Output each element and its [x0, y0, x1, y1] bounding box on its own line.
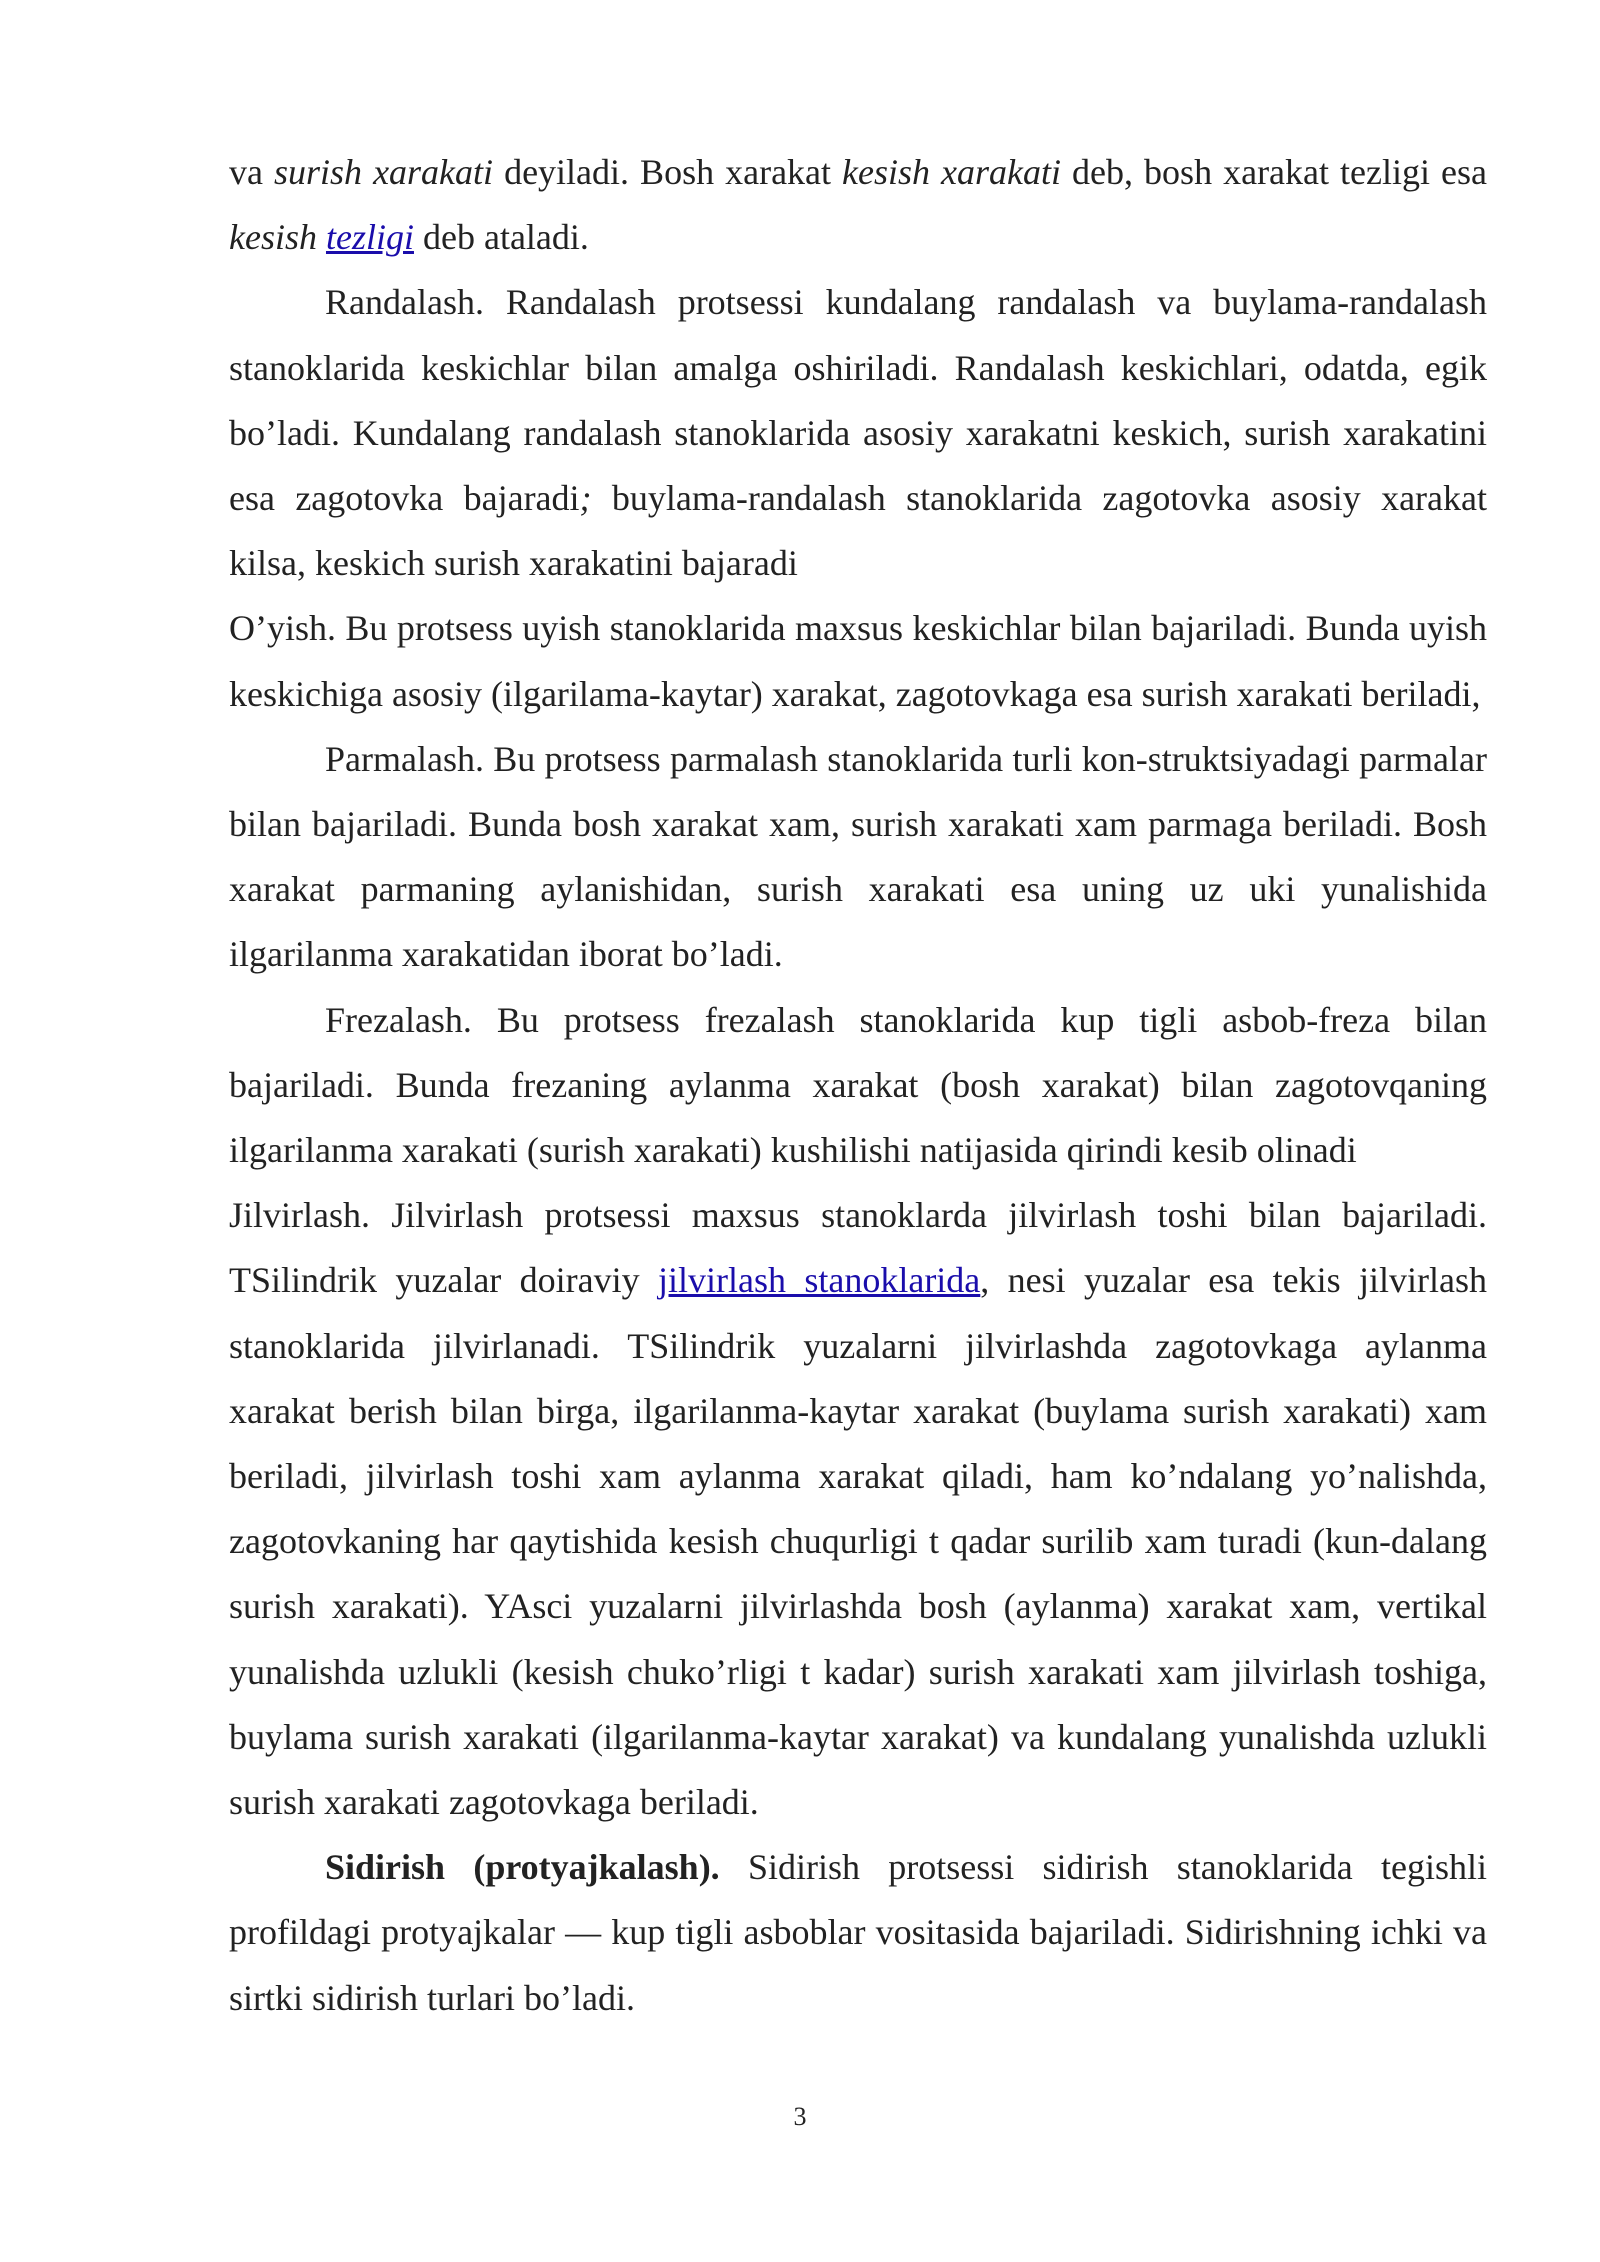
- paragraph-oyish: O’yish. Bu protsess uyish stanoklarida maxsus keskichlar bilan bajariladi. Bunda uyish keskichiga asosiy (ilgarilama-kaytar) xarakat, zagotovkaga esa surish xarakati beriladi,: [229, 608, 1487, 714]
- page-number: 3: [793, 2102, 807, 2131]
- term-feed-motion: surish xarakati: [274, 152, 494, 192]
- paragraph-randalash: Randalash. Randalash protsessi kundalang randalash va buylama-randalash stanoklarida keskichlar bilan amalga oshiriladi. Randalash keskichlari, odatda, egik bo’ladi. Kundalang randalash stanoklarida asosiy xarakatni keskich, surish xarakatini esa zagotovka bajaradi; buylama-randalash stanoklarida zagotovka asosiy xarakat kilsa, keskich surish xarakatini bajaradi: [229, 282, 1487, 584]
- document-body: [229, 140, 1487, 2031]
- paragraph-jilvirlash: Jilvirlash. Jilvirlash protsessi maxsus stanoklarda jilvirlash toshi bilan bajariladi. TSilindrik yuzalar doiraviy jilvirlash stanoklarida, nesi yuzalar esa tekis jilvirlash stanoklarida jilvirlanadi. TSilindrik yuzalarni jilvirlashda zagotovkaga aylanma xarakat berish bilan birga, ilgarilanma-kaytar xarakat (buylama surish xarakati) xam beriladi, jilvirlash toshi xam aylanma xarakat qiladi, ham ko’ndalang yo’nalishda, zagotovkaning har qaytishida kesish chuqurligi t qadar surilib xam turadi (kun-dalang surish xarakati). YAsci yuzalarni jilvirlashda bosh (aylanma) xarakat xam, vertikal yunalishda uzlukli (kesish chuko’rligi t kadar) surish xarakati xam jilvirlash toshiga, buylama surish xarakati (ilgarilanma-kaytar xarakat) va kundalang yunalishda uzlukli surish xarakati zagotovkaga beriladi.: [229, 1195, 1487, 1823]
- term-cutting: kesish: [229, 217, 317, 258]
- heading-sidirish: Sidirish (protyajkalash).: [325, 1847, 720, 1888]
- paragraph-cutting-motion: va surish xarakati deyiladi. Bosh xarakat kesish xarakati deb, bosh xarakat tezligi esa kesish tezligi deb ataladi.: [229, 152, 1487, 258]
- term-cutting-motion: kesish xarakati: [842, 152, 1062, 192]
- paragraph-parmalash: Parmalash. Bu protsess parmalash stanoklarida turli kon-struktsiyadagi parmalar bilan bajariladi. Bunda bosh xarakat xam, surish xarakati xam parmaga beriladi. Bosh xarakat parmaning aylanishidan, surish xarakati esa uning uz uki yunalishida ilgarilanma xarakatidan iborat bo’ladi.: [229, 738, 1487, 975]
- link-jilvirlash-stanoklarida[interactable]: jilvirlash stanoklarida: [658, 1260, 981, 1301]
- paragraph-frezalash: Frezalash. Bu protsess frezalash stanoklarida kup tigli asbob-freza bilan bajariladi. Bunda frezaning aylanma xarakat (bosh xarakat) bilan zagotovqaning ilgarilanma xarakati (surish xarakati) kushilishi natijasida qirindi kesib olinadi: [229, 999, 1487, 1171]
- paragraph-sidirish: Sidirish (protyajkalash). Sidirish protsessi sidirish stanoklarida tegishli profildagi protyajkalar — kup tigli asboblar vositasida bajariladi. Sidirishning ichki va sirtki sidirish turlari bo’ladi.: [229, 1847, 1487, 2018]
- link-tezligi[interactable]: tezligi: [325, 217, 414, 258]
